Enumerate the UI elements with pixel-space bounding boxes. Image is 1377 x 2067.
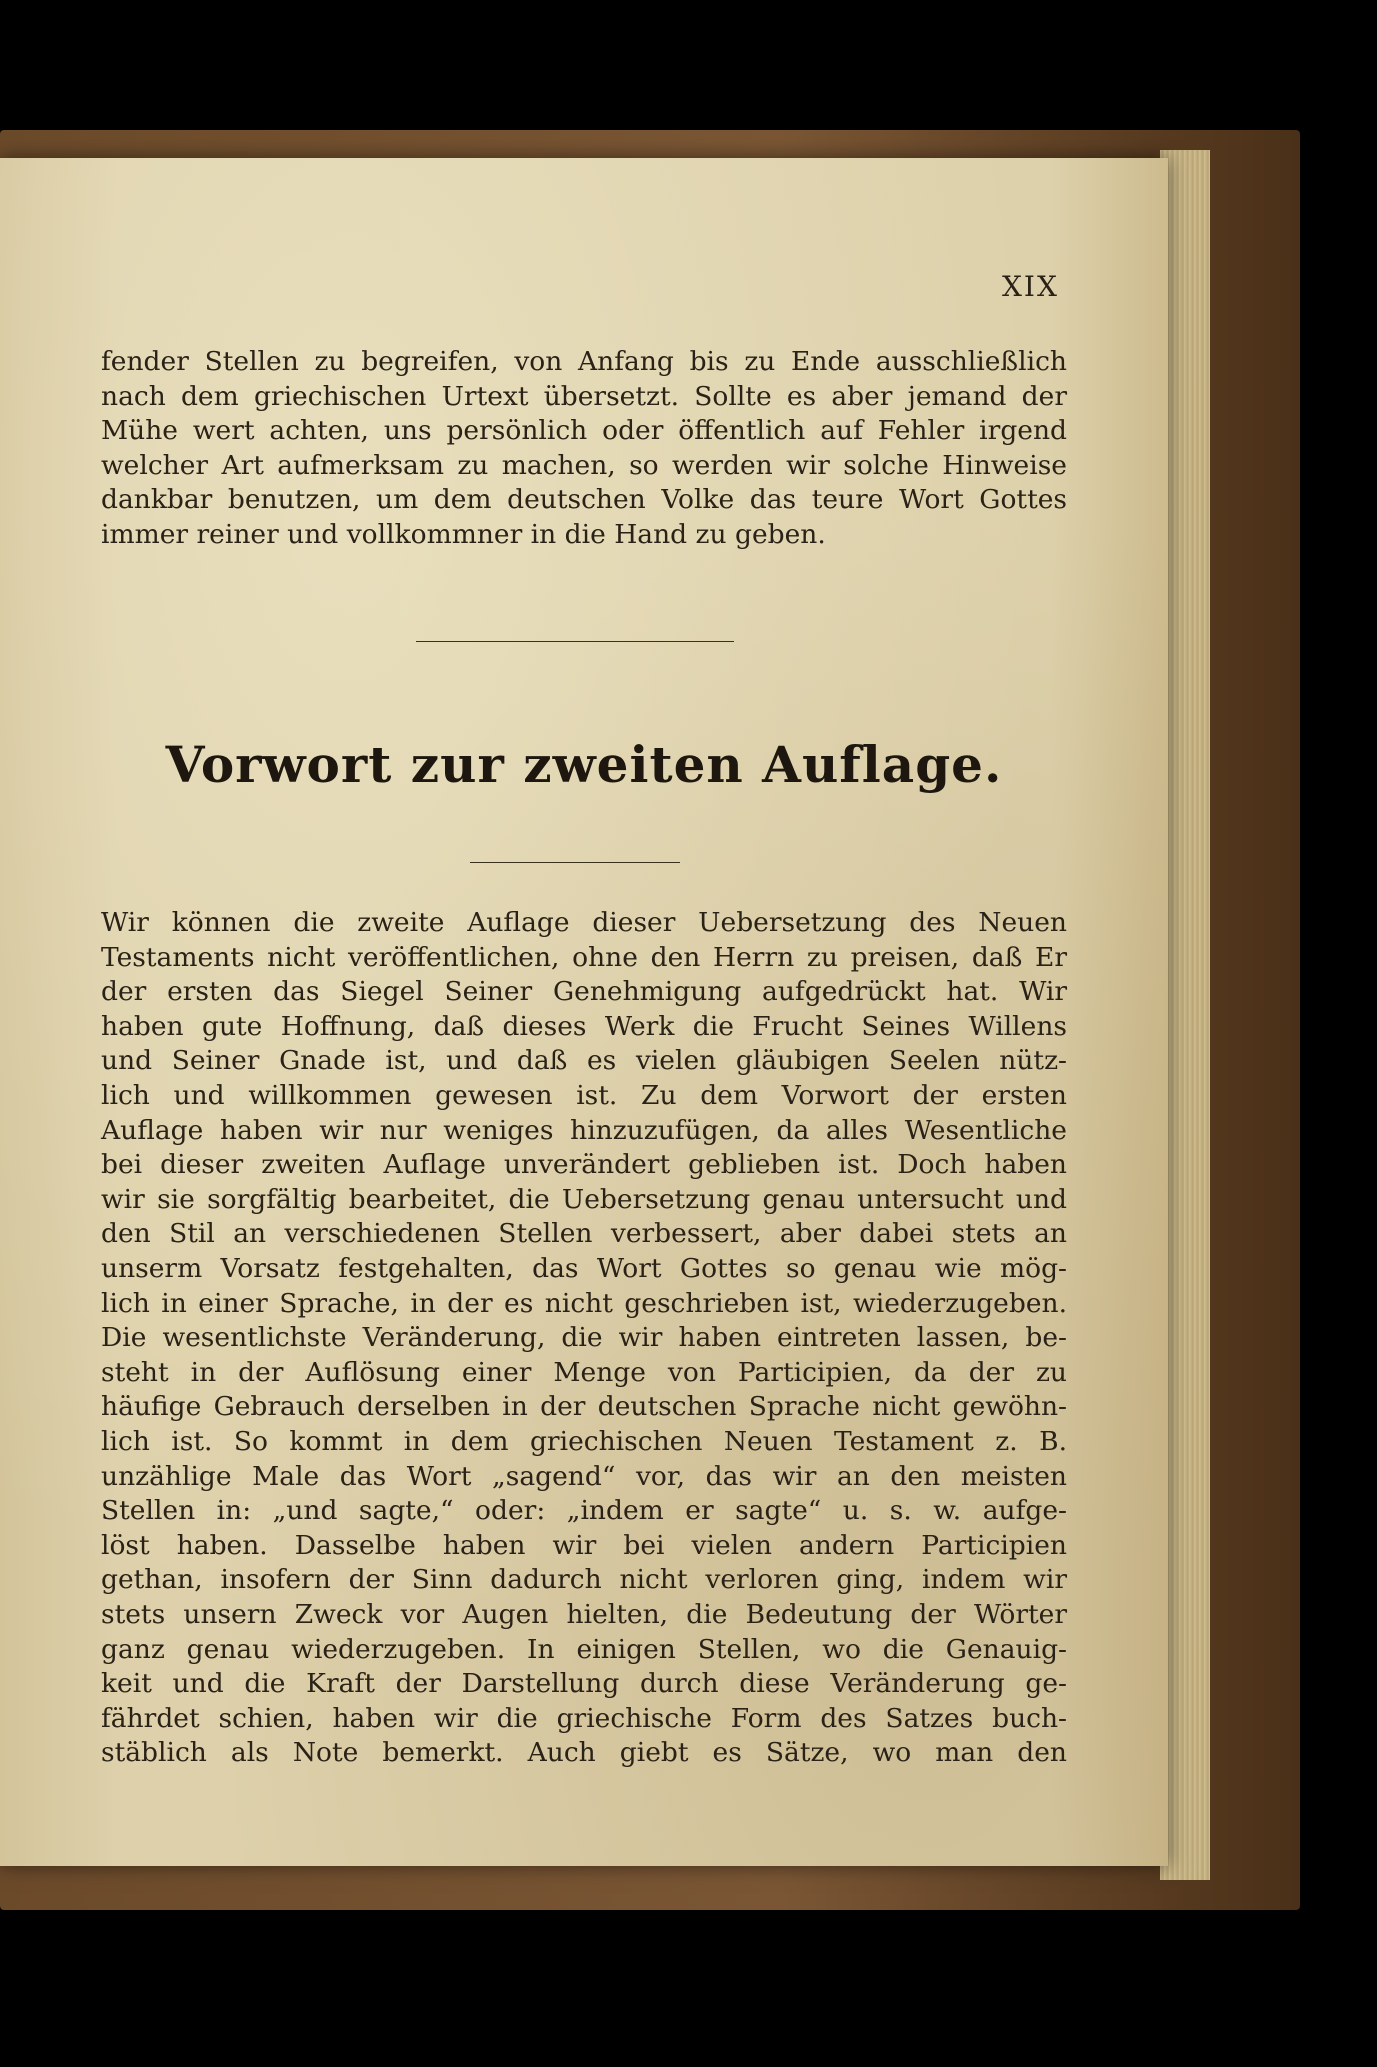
text-line: ganz genau wiederzugeben. In einigen Stellen, wo die Genauig- [101, 1633, 1067, 1665]
text-line: welcher Art aufmerksam zu machen, so werden wir solche Hinweise [101, 449, 1067, 481]
text-line: Auflage haben wir nur weniges hinzuzufügen, da alles Wesentliche [101, 1114, 1067, 1146]
text-line: Stellen in: „und sagte,“ oder: „indem er sagte“ u. s. w. aufge- [101, 1495, 1067, 1527]
text-line: dankbar benutzen, um dem deutschen Volke das teure Wort Gottes [101, 484, 1067, 516]
divider-rule-upper [416, 641, 734, 642]
text-line: lich ist. So kommt in dem griechischen Neuen Testament z. B. [101, 1426, 1067, 1457]
text-line: immer reiner und vollkommner in die Hand zu geben. [101, 519, 826, 550]
text-line: fender Stellen zu begreifen, von Anfang bis zu Ende ausschließlich [101, 346, 1067, 377]
page-number: XIX [1002, 270, 1059, 303]
text-line: haben gute Hoffnung, daß dieses Werk die Frucht Seines Willens [101, 1010, 1067, 1042]
text-line: der ersten das Siegel Seiner Genehmigung aufgedrückt hat. Wir [101, 976, 1067, 1008]
text-line: Testaments nicht veröffentlichen, ohne den Herrn zu preisen, daß Er [101, 941, 1067, 973]
text-line: keit und die Kraft der Darstellung durch diese Veränderung ge- [101, 1668, 1067, 1700]
text-line: nach dem griechischen Urtext übersetzt. Sollte es aber jemand der [101, 380, 1067, 412]
text-line: lich in einer Sprache, in der es nicht geschrieben ist, wiederzugeben. [101, 1287, 1067, 1319]
divider-rule-lower [470, 862, 680, 863]
text-line: häufige Gebrauch derselben in der deutschen Sprache nicht gewöhn- [101, 1391, 1067, 1423]
text-line: Wir können die zweite Auflage dieser Uebersetzung des Neuen [101, 907, 1067, 938]
text-line: bei dieser zweiten Auflage unverändert geblieben ist. Doch haben [101, 1149, 1067, 1181]
text-line: stäblich als Note bemerkt. Auch giebt es Sätze, wo man den [101, 1737, 1067, 1769]
text-line: unserm Vorsatz festgehalten, das Wort Gottes so genau wie mög- [101, 1253, 1067, 1284]
section-heading: Vorwort zur zweiten Auflage. [165, 735, 1003, 794]
text-line: stets unsern Zweck vor Augen hielten, die Bedeutung der Wörter [101, 1599, 1067, 1630]
text-line: fährdet schien, haben wir die griechische Form des Satzes buch- [101, 1702, 1067, 1734]
text-line: und Seiner Gnade ist, und daß es vielen gläubigen Seelen nütz- [101, 1045, 1067, 1077]
text-line: gethan, insofern der Sinn dadurch nicht verloren ging, indem wir [101, 1564, 1067, 1596]
text-line: löst haben. Dasselbe haben wir bei vielen andern Participien [101, 1529, 1067, 1561]
text-line: Die wesentlichste Veränderung, die wir haben eintreten lassen, be- [101, 1322, 1067, 1354]
text-line: unzählige Male das Wort „sagend“ vor, das wir an den meisten [101, 1460, 1067, 1492]
text-line: wir sie sorgfältig bearbeitet, die Uebersetzung genau untersucht und [101, 1183, 1067, 1215]
text-line: lich und willkommen gewesen ist. Zu dem Vorwort der ersten [101, 1080, 1067, 1111]
text-line: Mühe wert achten, uns persönlich oder öffentlich auf Fehler irgend [101, 415, 1067, 447]
text-line: steht in der Auflösung einer Menge von Participien, da der zu [101, 1356, 1067, 1388]
text-line: den Stil an verschiedenen Stellen verbessert, aber dabei stets an [101, 1218, 1067, 1250]
